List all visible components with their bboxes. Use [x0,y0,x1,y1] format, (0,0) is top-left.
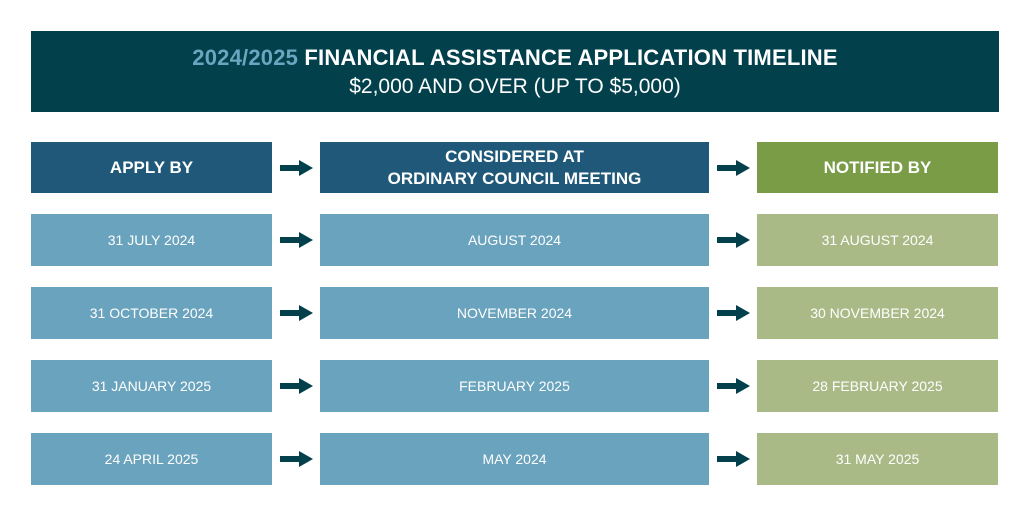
arrow-right-icon [717,160,750,176]
header-apply-by [31,142,272,193]
arrow-right-icon [717,378,750,394]
title-banner [31,31,999,112]
arrow-right-icon [717,232,750,248]
title-line [192,45,837,71]
header-considered [320,142,709,193]
header-considered-line1: CONSIDERED AT [445,146,584,166]
row-apply-date: 31 OCTOBER 2024 [31,287,272,339]
row-considered-month: AUGUST 2024 [320,214,709,266]
row-considered-month: FEBRUARY 2025 [320,360,709,412]
row-apply-date: 31 JANUARY 2025 [31,360,272,412]
row-apply-date: 31 JULY 2024 [31,214,272,266]
title-subtitle: $2,000 AND OVER (UP TO $5,000) [349,74,681,98]
row-notified-date: 31 MAY 2025 [757,433,998,485]
header-notified-by-label: NOTIFIED BY [823,157,932,177]
arrow-right-icon [280,232,313,248]
row-considered-month: NOVEMBER 2024 [320,287,709,339]
arrow-right-icon [280,378,313,394]
title-year: 2024/2025 [192,44,299,70]
arrow-right-icon [280,160,313,176]
row-notified-date: 28 FEBRUARY 2025 [757,360,998,412]
row-notified-date: 30 NOVEMBER 2024 [757,287,998,339]
header-apply-by-label: APPLY BY [109,157,194,177]
header-considered-line2: ORDINARY COUNCIL MEETING [387,168,642,188]
header-notified-by [757,142,998,193]
arrow-right-icon [280,305,313,321]
arrow-right-icon [280,451,313,467]
row-considered-month: MAY 2024 [320,433,709,485]
title-main: FINANCIAL ASSISTANCE APPLICATION TIMELINE [304,44,838,70]
row-notified-date: 31 AUGUST 2024 [757,214,998,266]
arrow-right-icon [717,451,750,467]
row-apply-date: 24 APRIL 2025 [31,433,272,485]
arrow-right-icon [717,305,750,321]
